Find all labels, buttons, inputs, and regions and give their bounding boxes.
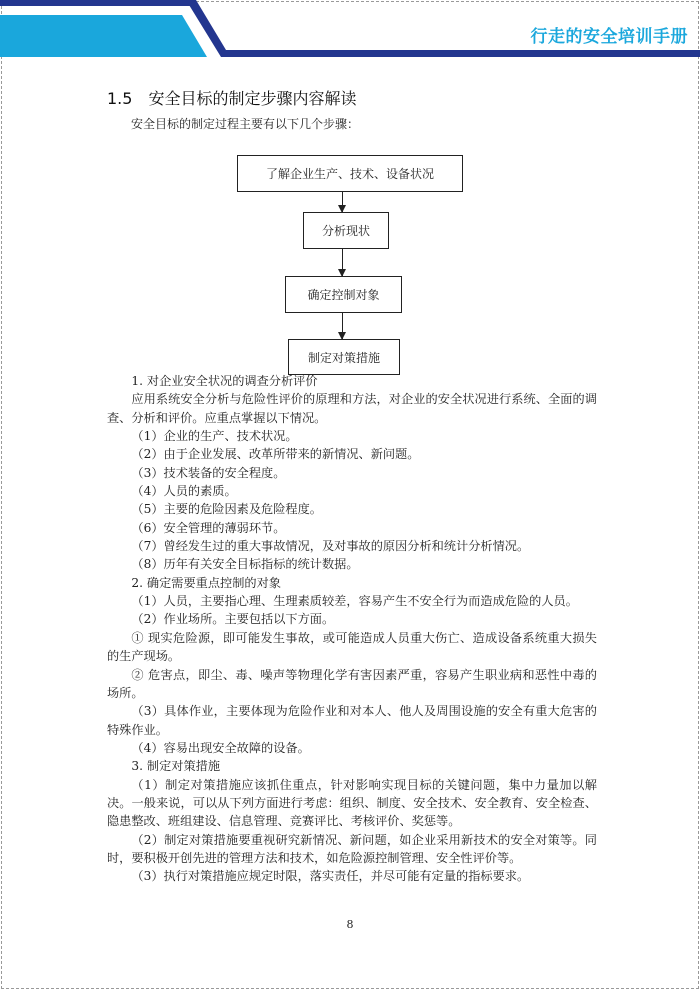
list-item: （3）具体作业，主要体现为危险作业和对本人、他人及周围设施的安全有重大危害的特殊作业。: [107, 704, 597, 737]
section-number: 1.5: [107, 89, 133, 108]
list-item: （2）由于企业发展、改革所带来的新情况、新问题。: [131, 447, 420, 462]
manual-title: 行走的安全培训手册: [530, 27, 688, 47]
page-header: [0, 0, 700, 60]
list-item: （5）主要的危险因素及危险程度。: [131, 502, 322, 517]
list-item: ② 危害点，即尘、毒、噪声等物理化学有害因素严重，容易产生职业病和恶性中毒的场所。: [107, 667, 597, 700]
list-item: （7）曾经发生过的重大事故情况，及对事故的原因分析和统计分析情况。: [131, 539, 530, 554]
list-item: （4）容易出现安全故障的设备。: [131, 740, 310, 755]
subheading-2: 2. 确定需要重点控制的对象: [131, 575, 281, 590]
list-item: （1）人员，主要指心理、生理素质较差，容易产生不安全行为而造成危险的人员。: [131, 594, 578, 609]
list-item: （1）制定对策措施应该抓住重点，针对影响实现目标的关键问题，集中力量加以解决。一般来说，可以从下列方面进行考虑：组织、制度、安全技术、安全教育、安全检查、隐患整改、班组建设、信息管理、竞赛评比、考核评价、奖惩等。: [107, 777, 597, 829]
list-item: （6）安全管理的薄弱环节。: [131, 520, 286, 535]
page-number: 8: [346, 918, 354, 931]
paragraph: 应用系统安全分析与危险性评价的原理和方法，对企业的安全状况进行系统、全面的调查、分析和评价。应重点掌握以下情况。: [107, 392, 597, 425]
flow-step-4: 制定对策措施: [288, 339, 400, 375]
list-item: （3）执行对策措施应规定时限，落实责任，并尽可能有定量的指标要求。: [131, 869, 530, 884]
section-title: 安全目标的制定步骤内容解读: [148, 89, 357, 108]
list-item: （2）作业场所。主要包括以下方面。: [131, 612, 335, 627]
flow-step-1: 了解企业生产、技术、设备状况: [237, 155, 463, 192]
body-text: [107, 372, 597, 886]
flow-step-3: 确定控制对象: [285, 276, 402, 313]
flow-arrow: [342, 248, 343, 276]
list-item: （1）企业的生产、技术状况。: [131, 429, 298, 444]
subheading-1: 1. 对企业安全状况的调查分析评价: [131, 374, 318, 388]
intro-text: 安全目标的制定过程主要有以下几个步骤：: [131, 117, 360, 131]
list-item: （3）技术装备的安全程度。: [131, 465, 286, 480]
section-heading: [107, 86, 356, 109]
list-item: ① 现实危险源，即可能发生事故，或可能造成人员重大伤亡、造成设备系统重大损失的生产现场。: [107, 630, 597, 664]
flow-arrow: [342, 191, 343, 212]
flow-arrow: [342, 312, 343, 339]
list-item: （2）制定对策措施要重视研究新情况、新问题，如企业采用新技术的安全对策等。同时，要积极开创先进的管理方法和技术，如危险源控制管理、安全性评价等。: [107, 832, 597, 865]
subheading-3: 3. 制定对策措施: [131, 759, 221, 774]
list-item: （8）历年有关安全目标指标的统计数据。: [131, 557, 359, 572]
list-item: （4）人员的素质。: [131, 484, 237, 499]
flow-step-2: 分析现状: [303, 212, 389, 249]
